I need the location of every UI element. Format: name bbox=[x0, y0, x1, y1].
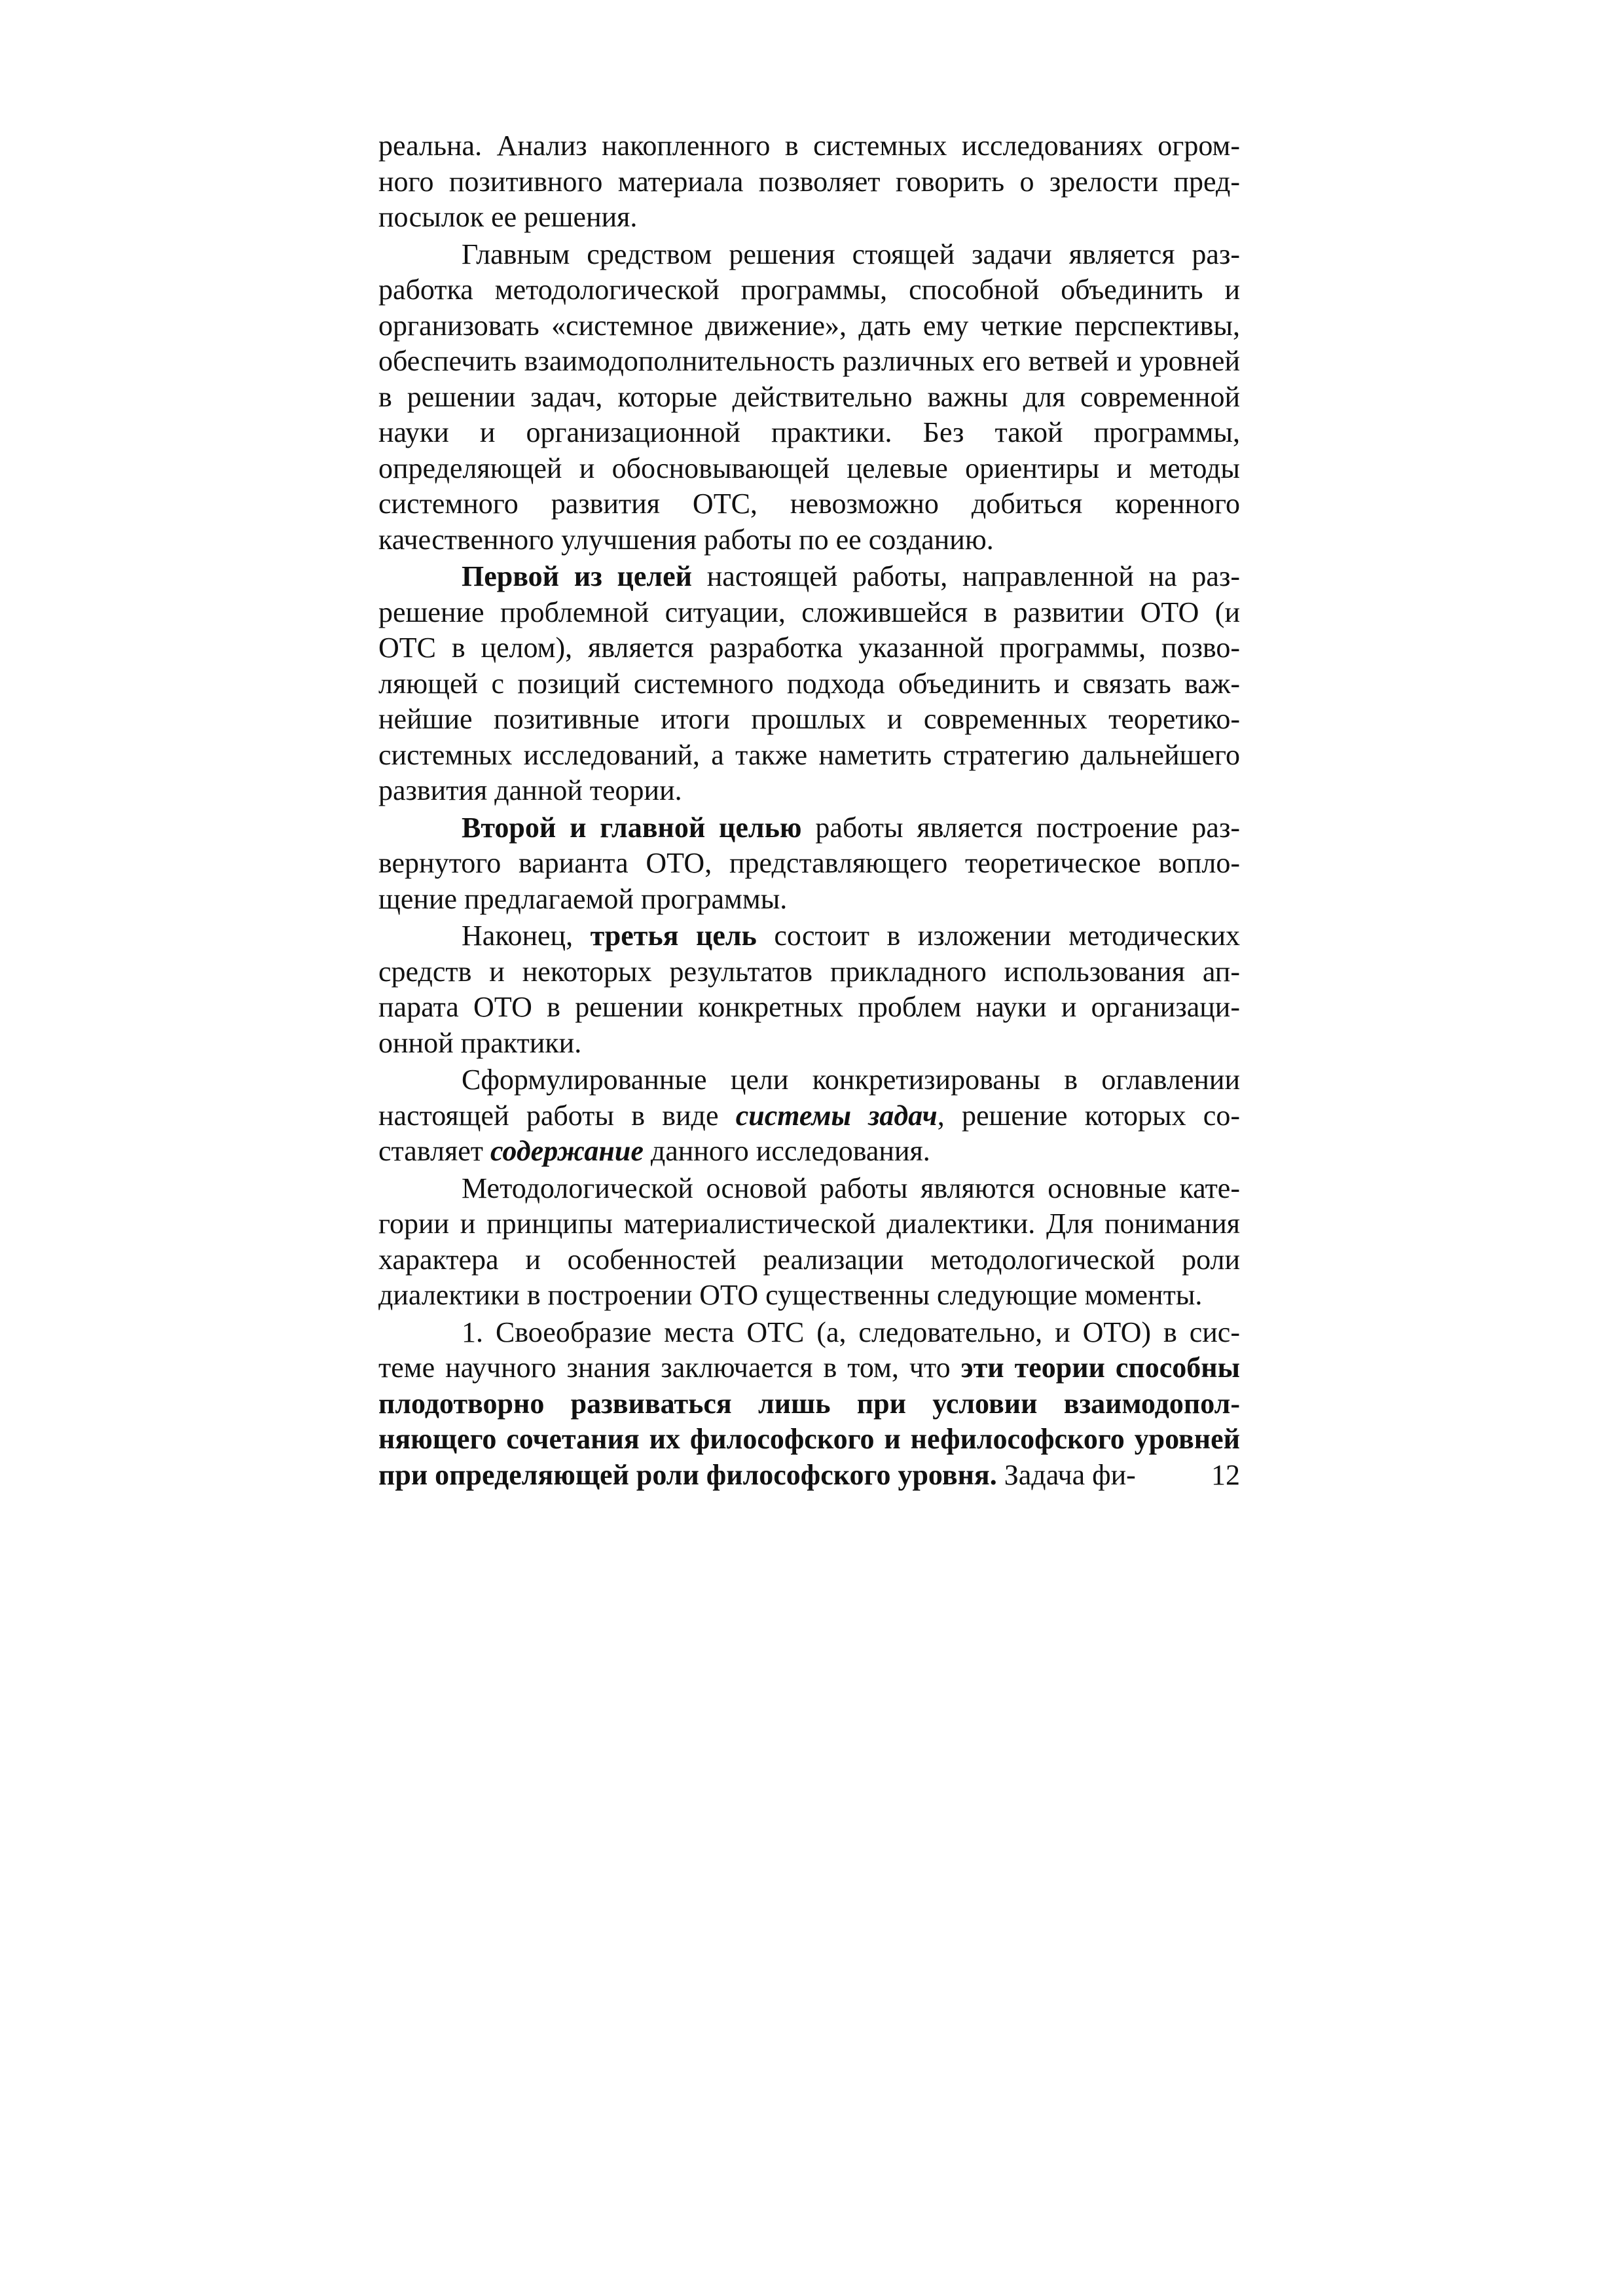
paragraph-7 bbox=[378, 1171, 1240, 1314]
paragraph-6-middle: , решение которых составляет bbox=[378, 1099, 1240, 1167]
paragraph-1 bbox=[378, 128, 1240, 236]
second-goal-emphasis: Второй и главной целью bbox=[462, 811, 802, 844]
theory-development-emphasis: эти теории способны плодотворно развиваться лишь при условии взаимодополняющего сочетания их философского и нефилософского уровней при определяющей роли философского уровня. bbox=[378, 1352, 1240, 1491]
paragraph-5 bbox=[378, 918, 1240, 1061]
paragraph-8-tail: Задача фи- bbox=[996, 1458, 1136, 1491]
first-goal-emphasis: Первой из целей bbox=[462, 560, 692, 592]
paragraph-4-text: работы является построение развернутого варианта ОТО, представляющего теоретическое воплощение предлагаемой программы. bbox=[378, 811, 1240, 915]
paragraph-5-text: состоит в изложении методических средств и некоторых результатов прикладного использования аппарата ОТО в решении конкретных проблем науки и организационной практики. bbox=[378, 920, 1241, 1059]
paragraph-8-lead: 1. Своеобразие места ОТС (а, следовательно, и ОТО) в системе научного знания заключается в том, что bbox=[378, 1316, 1240, 1384]
content-emphasis: содержание bbox=[490, 1135, 644, 1167]
paragraph-7-text: Методологической основой работы являются основные категории и принципы материалистической диалектики. Для понимания характера и особенностей реализации методологической роли диалектики в построении ОТО существенны следующие моменты. bbox=[378, 1172, 1240, 1311]
paragraph-8 bbox=[378, 1315, 1240, 1494]
paragraph-6 bbox=[378, 1062, 1240, 1170]
paragraph-5-lead: Наконец, bbox=[462, 920, 591, 952]
system-of-tasks-emphasis: системы задач bbox=[735, 1099, 938, 1132]
page-number: 12 bbox=[1211, 1459, 1240, 1491]
paragraph-3 bbox=[378, 559, 1240, 809]
paragraph-1-text: реальна. Анализ накопленного в системных исследованиях огромного позитивного материала позволяет говорить о зрелости предпосылок ее решения. bbox=[378, 130, 1240, 233]
paragraph-3-text: настоящей работы, направленной на разрешение проблемной ситуации, сложившейся в развитии ОТО (и ОТС в целом), является разработка указанной программы, позволяющей с позиций системного подхода объединить и связать важнейшие позитивные итоги прошлых и современных теоретико-системных исследований, а также наметить стратегию дальнейшего развития данной теории. bbox=[378, 560, 1240, 806]
paragraph-6-lead: Сформулированные цели конкретизированы в оглавлении настоящей работы в виде bbox=[378, 1064, 1240, 1132]
body-text bbox=[378, 128, 1240, 1493]
paragraph-6-tail: данного исследования. bbox=[643, 1135, 930, 1167]
paragraph-2-text: Главным средством решения стоящей задачи является разработка методологической программы, способной объединить и организовать «системное движение», дать ему четкие перспективы, обеспечить взаимодополнительность различных его ветвей и уровней в решении задач, которые действительно важны для современной науки и организационной практики. Без такой программы, определяющей и обосновывающей целевые ориентиры и методы системного развития ОТС, невозможно добиться коренного качественного улучшения работы по ее созданию. bbox=[378, 238, 1240, 556]
third-goal-emphasis: третья цель bbox=[590, 920, 757, 952]
paragraph-4 bbox=[378, 810, 1240, 918]
paragraph-2 bbox=[378, 237, 1240, 558]
